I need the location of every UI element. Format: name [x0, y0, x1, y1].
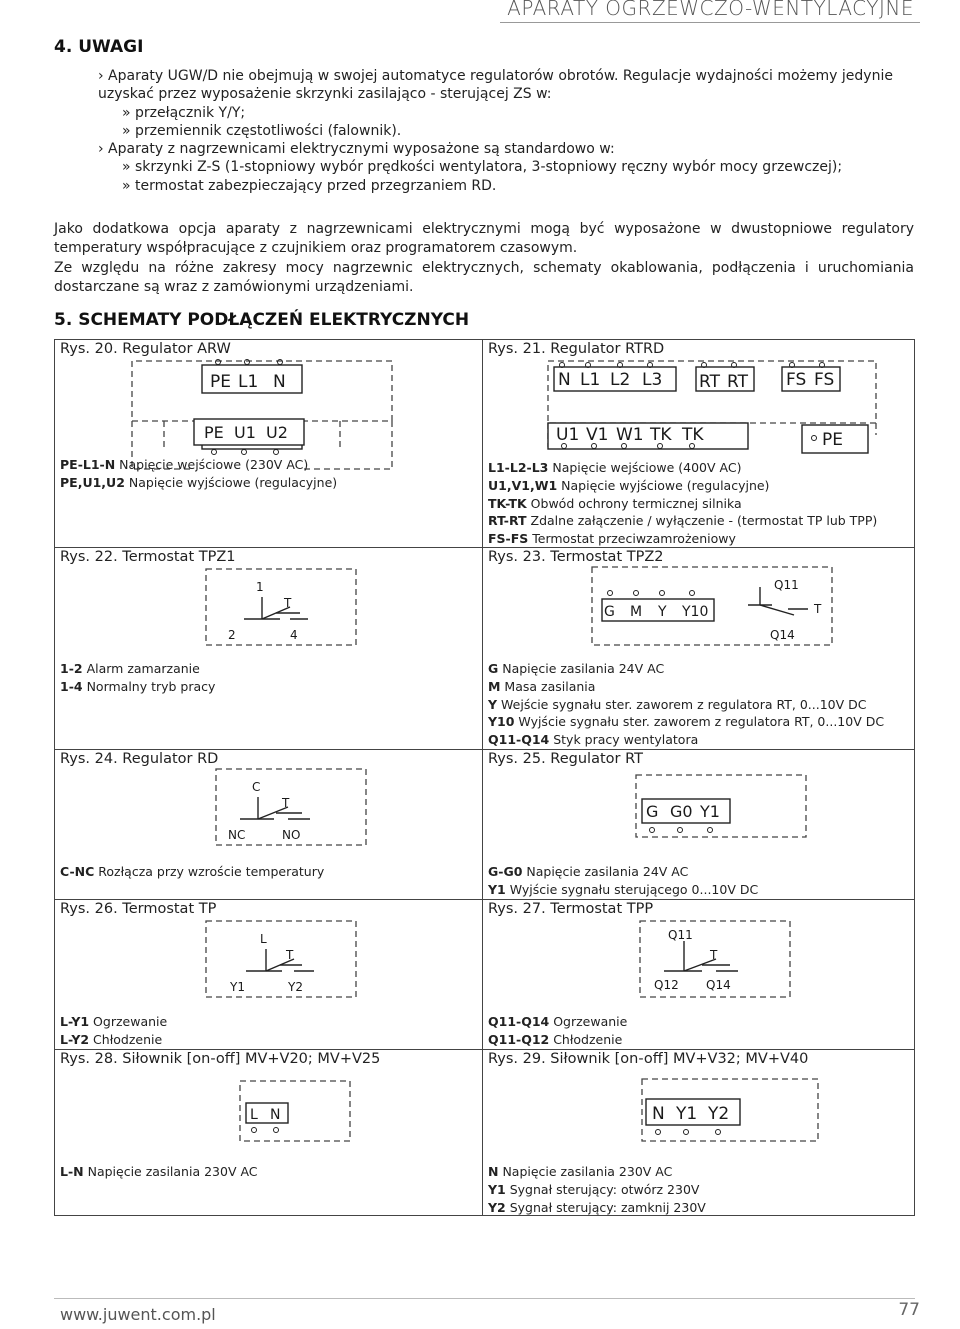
terminal-label: L	[250, 1107, 258, 1123]
terminal-label: FS	[786, 370, 807, 390]
terminal-label: FS	[814, 370, 835, 390]
contact-label: NO	[282, 828, 301, 842]
terminal-label: TK	[650, 425, 672, 445]
legend-line: PE-L1-N Napięcie wejściowe (230V AC)	[60, 457, 309, 472]
figure-22-switch	[204, 567, 364, 647]
figure-22-caption: Rys. 22. Termostat TPZ1	[60, 549, 236, 565]
contact-label: Q12	[654, 978, 679, 992]
figure-21-legend	[488, 459, 877, 548]
contact-label: T	[282, 796, 290, 810]
legend-line: FS-FS Termostat przeciwzamrożeniowy	[488, 531, 736, 547]
bullet-line: » przemiennik częstotliwości (falownik).	[122, 122, 402, 139]
figure-21-caption: Rys. 21. Regulator RTRD	[488, 341, 665, 357]
bullet-line: › Aparaty z nagrzewnicami elektrycznymi wyposażone są standardowo w:	[98, 141, 615, 158]
legend-line: 1-2 Alarm zamarzanie	[60, 661, 200, 676]
figure-23-legend	[488, 660, 884, 749]
contact-label: 2	[228, 628, 236, 642]
contact-label: T	[814, 602, 822, 616]
legend-line: Y1 Sygnał sterujący: otwórz 230V	[488, 1181, 700, 1197]
terminal-label: Y10	[682, 604, 709, 620]
terminal-label: RT	[699, 372, 720, 392]
contact-label: T	[284, 596, 292, 610]
figure-20-legend	[60, 456, 337, 492]
figure-28-diagram	[238, 1079, 358, 1149]
figure-24-caption: Rys. 24. Regulator RD	[60, 751, 219, 767]
contact-label: Q14	[770, 628, 795, 642]
legend-line: M Masa zasilania	[488, 678, 596, 694]
figure-26-legend	[60, 1013, 167, 1049]
figure-26-switch	[204, 919, 364, 999]
legend-line: Y Wejście sygnału ster. zaworem z regulatora RT, 0...10V DC	[488, 696, 867, 712]
legend-line: RT-RT Zdalne załączenie / wyłączenie - (termostat TP lub TPP)	[488, 513, 878, 529]
footer-rule	[54, 1298, 915, 1299]
section-4-title: 4. UWAGI	[54, 37, 144, 57]
section-4-bullets	[98, 67, 893, 195]
terminal-label: G0	[670, 802, 693, 821]
figure-27-legend	[488, 1013, 627, 1049]
bullet-line: » termostat zabezpieczający przed przegrzaniem RD.	[122, 177, 497, 194]
figure-25-caption: Rys. 25. Regulator RT	[488, 751, 643, 767]
grid-row-divider	[54, 1049, 915, 1050]
legend-line: G-G0 Napięcie zasilania 24V AC	[488, 864, 689, 879]
terminal-label: L1	[580, 370, 601, 390]
terminal-label: TK	[682, 425, 704, 445]
terminal-label: PE	[210, 372, 231, 392]
terminal-label: G	[604, 604, 615, 620]
legend-line: PE,U1,U2 Napięcie wyjściowe (regulacyjne)	[60, 474, 338, 490]
legend-line: L-Y2 Chłodzenie	[60, 1031, 163, 1047]
contact-label: 1	[256, 580, 264, 594]
legend-line: L-N Napięcie zasilania 230V AC	[60, 1164, 258, 1179]
paragraph-options: Jako dodatkowa opcja aparaty z nagrzewnicami elektrycznymi mogą być wyposażone w dwustopniowe regulatory temperatury współpracujące z czujnikiem oraz programatorem czasowym.	[54, 221, 914, 256]
legend-line: 1-4 Normalny tryb pracy	[60, 678, 216, 694]
contact-label: T	[710, 948, 718, 962]
figure-26-caption: Rys. 26. Termostat TP	[60, 901, 217, 917]
figure-20-top-terminals	[210, 356, 300, 392]
contact-label: Q14	[706, 978, 731, 992]
figure-29-diagram	[640, 1077, 840, 1149]
legend-line: L1-L2-L3 Napięcie wejściowe (400V AC)	[488, 460, 742, 475]
figure-27-switch	[638, 919, 798, 999]
figure-25-legend	[488, 863, 758, 899]
terminal-label: M	[630, 604, 643, 620]
figure-20-caption: Rys. 20. Regulator ARW	[60, 341, 231, 357]
paragraph-schemes: Ze względu na różne zakresy mocy nagrzewnic elektrycznych, schematy okablowania, podłączenia i uruchomiania dostarczane są wraz z zamówionymi urządzeniami.	[54, 260, 914, 295]
legend-line: Y1 Wyjście sygnału sterującego 0...10V DC	[488, 881, 759, 897]
legend-line: L-Y1 Ogrzewanie	[60, 1014, 168, 1029]
figure-24-switch	[214, 767, 374, 847]
legend-line: G Napięcie zasilania 24V AC	[488, 661, 665, 676]
figure-23-diagram	[590, 565, 850, 649]
section-5-title: 5. SCHEMATY PODŁĄCZEŃ ELEKTRYCZNYCH	[54, 310, 470, 330]
legend-line: Y2 Sygnał sterujący: zamknij 230V	[488, 1199, 706, 1215]
terminal-label: N	[558, 370, 571, 390]
header-rule	[500, 22, 920, 23]
page-number: 77	[898, 1300, 920, 1320]
diagram-grid	[54, 339, 915, 1219]
terminal-label: PE	[822, 430, 843, 450]
bullet-line: uzyskać przez wyposażenie skrzynki zasilająco - sterującej ZS w:	[98, 86, 552, 103]
figure-28-caption: Rys. 28. Siłownik [on-off] MV+V20; MV+V25	[60, 1051, 381, 1067]
contact-label: L	[260, 932, 267, 946]
legend-line: U1,V1,W1 Napięcie wyjściowe (regulacyjne)	[488, 477, 770, 493]
terminal-label: L3	[642, 370, 663, 390]
figure-23-caption: Rys. 23. Termostat TPZ2	[488, 549, 664, 565]
grid-row-divider	[54, 749, 915, 750]
figure-20-bottom-terminals	[194, 419, 314, 459]
figure-27-caption: Rys. 27. Termostat TPP	[488, 901, 654, 917]
contact-label: Y2	[288, 980, 303, 994]
figure-29-caption: Rys. 29. Siłownik [on-off] MV+V32; MV+V40	[488, 1051, 809, 1067]
contact-label: 4	[290, 628, 298, 642]
terminal-label: L1	[238, 372, 259, 392]
terminal-label: RT	[727, 372, 748, 392]
figure-25-diagram	[634, 773, 814, 843]
terminal-label: Y	[658, 604, 667, 620]
header-title: APARATY OGRZEWCZO-WENTYLACYJNE	[507, 0, 914, 20]
terminal-label: V1	[586, 425, 609, 445]
contact-label: C	[252, 780, 261, 794]
figure-22-legend	[60, 660, 215, 696]
terminal-label: Y2	[708, 1104, 730, 1124]
terminal-label: U2	[266, 423, 288, 442]
footer-website-link[interactable]: www.juwent.com.pl	[60, 1305, 216, 1324]
bullet-line: » przełącznik Y/Y;	[122, 104, 246, 121]
bullet-line: » skrzynki Z-S (1-stopniowy wybór prędkości wentylatora, 3-stopniowy ręczny wybór mocy grzewczej);	[122, 159, 843, 176]
legend-line: Q11-Q14 Styk pracy wentylatora	[488, 732, 699, 748]
terminal-label: U1	[556, 425, 580, 445]
legend-line: Q11-Q14 Ogrzewanie	[488, 1014, 628, 1029]
terminal-label: N	[270, 1107, 281, 1123]
terminal-label: Y1	[700, 802, 720, 821]
grid-row-divider	[54, 899, 915, 900]
figure-24-legend	[60, 863, 324, 881]
figure-28-legend	[60, 1163, 258, 1181]
terminal-label: N	[652, 1104, 665, 1124]
figure-29-legend	[488, 1163, 706, 1216]
terminal-label: N	[273, 372, 286, 392]
terminal-label: PE	[204, 423, 224, 442]
terminal-label: W1	[616, 425, 644, 445]
legend-line: Y10 Wyjście sygnału ster. zaworem z regulatora RT, 0...10V DC	[488, 714, 885, 730]
legend-line: TK-TK Obwód ochrony termicznej silnika	[488, 495, 742, 511]
terminal-label: L2	[610, 370, 631, 390]
terminal-label: Y1	[676, 1104, 698, 1124]
contact-label: Q11	[774, 578, 799, 592]
legend-line: C-NC Rozłącza przy wzroście temperatury	[60, 864, 325, 879]
contact-label: T	[286, 948, 294, 962]
contact-label: NC	[228, 828, 246, 842]
terminal-label: G	[646, 802, 659, 821]
terminal-label: U1	[234, 423, 256, 442]
legend-line: Q11-Q12 Chłodzenie	[488, 1031, 623, 1047]
legend-line: N Napięcie zasilania 230V AC	[488, 1164, 673, 1179]
contact-label: Q11	[668, 928, 693, 942]
bullet-line: › Aparaty UGW/D nie obejmują w swojej automatyce regulatorów obrotów. Regulacje wydajności możemy jedynie	[98, 68, 893, 84]
contact-label: Y1	[230, 980, 245, 994]
